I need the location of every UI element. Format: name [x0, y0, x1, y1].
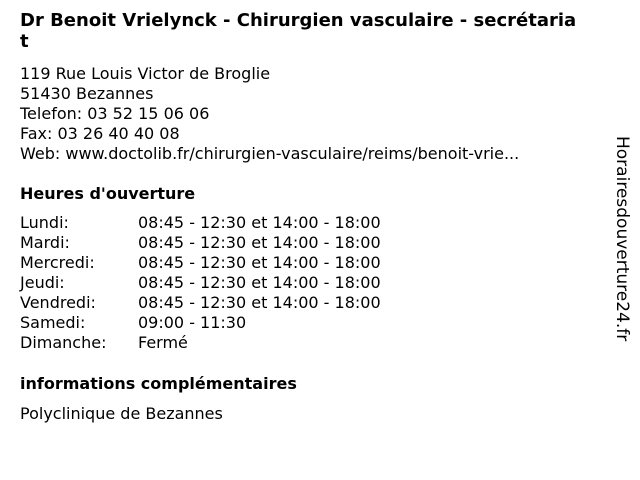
day-label: Lundi: — [20, 213, 69, 232]
hours-value: 08:45 - 12:30 et 14:00 - 18:00 — [138, 273, 381, 292]
hours-row-wednesday — [20, 253, 381, 273]
hours-row-saturday — [20, 313, 381, 333]
hours-table — [20, 213, 381, 353]
hours-value: Fermé — [138, 333, 188, 352]
hours-row-tuesday — [20, 233, 381, 253]
website: Web: www.doctolib.fr/chirurgien-vasculaire/reims/benoit-vrie... — [20, 144, 520, 163]
page-title: Dr Benoit Vrielynck - Chirurgien vasculaire - secrétariat — [20, 10, 577, 52]
hours-row-friday — [20, 293, 381, 313]
street-address: 119 Rue Louis Victor de Broglie — [20, 64, 271, 83]
day-label: Mercredi: — [20, 253, 95, 272]
hours-row-monday — [20, 213, 381, 233]
info-text: Polyclinique de Bezannes — [20, 404, 223, 423]
day-label: Mardi: — [20, 233, 70, 252]
day-label: Samedi: — [20, 313, 86, 332]
hours-value: 08:45 - 12:30 et 14:00 - 18:00 — [138, 253, 381, 272]
day-label: Vendredi: — [20, 293, 96, 312]
phone-number: Telefon: 03 52 15 06 06 — [20, 104, 210, 123]
hours-row-thursday — [20, 273, 381, 293]
city: 51430 Bezannes — [20, 84, 154, 103]
hours-value: 08:45 - 12:30 et 14:00 - 18:00 — [138, 293, 381, 312]
fax-number: Fax: 03 26 40 40 08 — [20, 124, 180, 143]
day-label: Jeudi: — [20, 273, 65, 292]
hours-heading: Heures d'ouverture — [20, 184, 196, 203]
hours-value: 08:45 - 12:30 et 14:00 - 18:00 — [138, 213, 381, 232]
hours-value: 09:00 - 11:30 — [138, 313, 247, 332]
address-block — [20, 64, 519, 164]
hours-row-sunday — [20, 333, 381, 353]
day-label: Dimanche: — [20, 333, 107, 352]
info-heading: informations complémentaires — [20, 374, 297, 393]
watermark: Horairesdouverture24.fr — [612, 136, 632, 342]
hours-value: 08:45 - 12:30 et 14:00 - 18:00 — [138, 233, 381, 252]
